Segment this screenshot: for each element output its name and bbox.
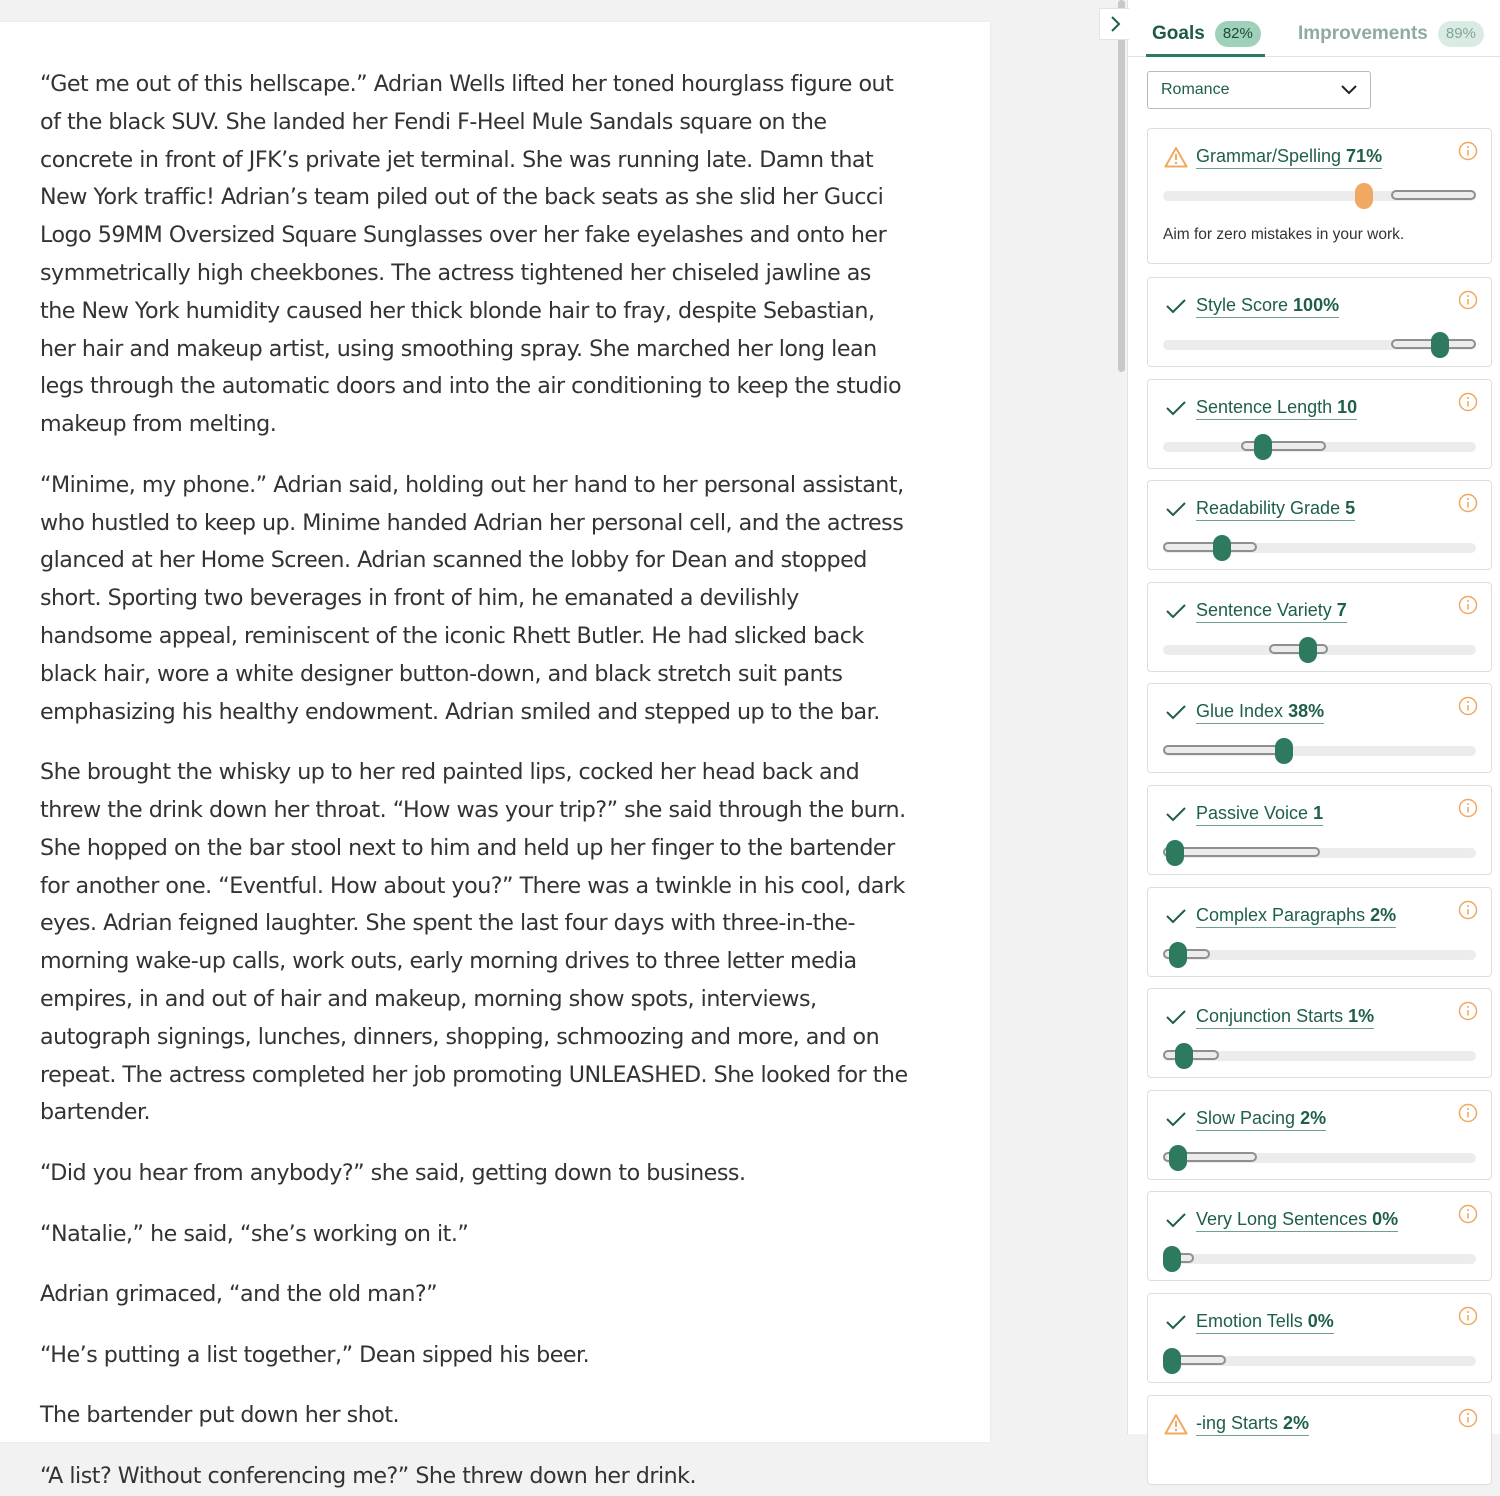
goal-slider-thumb[interactable] [1163,1246,1181,1272]
goal-target-range [1391,190,1476,200]
goal-label[interactable] [1196,803,1323,826]
tab-goals-badge: 82% [1215,21,1261,47]
goal-value: 0% [1372,1208,1399,1229]
goal-slider-track [1163,1356,1476,1366]
goal-slider-thumb[interactable] [1299,637,1317,663]
goal-label[interactable] [1196,1413,1309,1436]
goal-name: Sentence Variety [1196,599,1337,620]
goal-slider-thumb[interactable] [1431,332,1449,358]
goal-value: 2% [1370,904,1397,925]
goal-slider-track [1163,746,1476,756]
goal-slider-track [1163,1153,1476,1163]
goal-slider-thumb[interactable] [1254,434,1272,460]
paragraph[interactable]: “Natalie,” he said, “she’s working on it.” [40,1220,469,1247]
check-icon [1164,396,1188,420]
tab-improvements[interactable] [1298,12,1484,56]
goal-card [1147,480,1492,570]
info-icon[interactable] [1458,1408,1478,1428]
check-icon [1164,1005,1188,1029]
goal-name: Passive Voice [1196,802,1314,823]
goal-label[interactable] [1196,701,1324,724]
paragraph[interactable]: “Did you hear from anybody?” she said, getting down to business. [40,1159,746,1186]
goal-name: Grammar/Spelling [1196,145,1347,166]
goal-name: Complex Paragraphs [1196,904,1371,925]
goal-card [1147,1090,1492,1180]
goal-title [1164,599,1347,623]
info-icon[interactable] [1458,1204,1478,1224]
goal-value: 71% [1346,145,1383,166]
document-page[interactable] [0,22,990,1489]
goal-value: 1% [1348,1005,1375,1026]
goal-slider-track [1163,950,1476,960]
goal-title [1164,1005,1374,1029]
goal-target-range [1163,542,1257,552]
goal-title [1164,497,1355,521]
tab-goals-label: Goals [1152,23,1205,44]
goal-slider-thumb[interactable] [1169,942,1187,968]
goal-label[interactable] [1196,146,1382,169]
goal-title [1164,396,1357,420]
goal-value: 2% [1283,1412,1310,1433]
goal-value: 100% [1293,294,1340,315]
paragraph[interactable]: She brought the whisky up to her red painted lips, cocked her head back and threw the drink down her throat. “How was your trip?” she said through the burn. She hopped on the bar stool next to him and held up her finger to the bartender for another one. “Eventful. How about you?” There was a twinkle in his cool, dark eyes. Adrian feigned laughter. She spent the last four days with three-in-the-morning wake-up calls, work outs, early morning drives to three letter media empires, in and out of hair and makeup, morning show spots, interviews, autograph signings, lunches, dinners, shopping, schmoozing and more, and on repeat. The actress completed her job promoting UNLEASHED. She looked for the bartender. [40,759,908,1126]
goal-label[interactable] [1196,295,1339,318]
goal-slider-track [1163,1051,1476,1061]
goal-card [1147,785,1492,875]
info-icon[interactable] [1458,696,1478,716]
goal-title [1164,1412,1309,1436]
info-icon[interactable] [1458,493,1478,513]
info-icon[interactable] [1458,1103,1478,1123]
goal-card [1147,683,1492,773]
chevron-right-icon [1109,15,1121,33]
tab-improvements-badge: 89% [1438,21,1484,47]
goal-card [1147,1395,1492,1485]
goal-value: 1 [1313,802,1324,823]
warning-icon [1164,1412,1188,1436]
goal-card [1147,277,1492,367]
goal-slider-thumb[interactable] [1275,738,1293,764]
goal-slider-thumb[interactable] [1355,183,1373,209]
goal-label[interactable] [1196,905,1396,928]
goal-name: Slow Pacing [1196,1107,1301,1128]
check-icon [1164,904,1188,928]
goal-slider-thumb[interactable] [1166,840,1184,866]
goal-card [1147,988,1492,1078]
goal-card [1147,887,1492,977]
goal-label[interactable] [1196,397,1357,420]
goal-card [1147,379,1492,469]
tab-improvements-label: Improvements [1298,23,1428,44]
goal-name: Glue Index [1196,700,1289,721]
goal-value: 10 [1337,396,1358,417]
check-icon [1164,700,1188,724]
goal-value: 5 [1345,497,1356,518]
info-icon[interactable] [1458,141,1478,161]
goal-name: Readability Grade [1196,497,1346,518]
goal-value: 7 [1336,599,1347,620]
goal-label[interactable] [1196,1108,1326,1131]
goal-title [1164,1208,1398,1232]
check-icon [1164,1310,1188,1334]
info-icon[interactable] [1458,290,1478,310]
tab-goals[interactable] [1152,12,1261,56]
check-icon [1164,1107,1188,1131]
check-icon [1164,294,1188,318]
goal-label[interactable] [1196,1209,1398,1232]
check-icon [1164,1208,1188,1232]
goals-panel [1128,0,1500,1434]
goal-name: Conjunction Starts [1196,1005,1349,1026]
goal-slider-track [1163,1254,1476,1264]
goal-slider-track [1163,645,1476,655]
document-text[interactable] [0,22,950,1496]
document-scrollbar[interactable] [1118,0,1125,372]
info-icon[interactable] [1458,1306,1478,1326]
goal-slider-thumb[interactable] [1175,1043,1193,1069]
goal-slider-track [1163,191,1476,201]
goal-target-range [1163,745,1285,755]
goal-name: -ing Starts [1196,1412,1284,1433]
goal-slider-thumb[interactable] [1169,1145,1187,1171]
goal-label[interactable] [1196,498,1355,521]
goal-name: Style Score [1196,294,1294,315]
goal-slider-track [1163,848,1476,858]
goal-card [1147,128,1492,264]
goal-value: 38% [1288,700,1325,721]
collapse-panel-button[interactable] [1099,8,1129,40]
goal-title [1164,802,1323,826]
paragraph[interactable]: Adrian grimaced, “and the old man?” [40,1281,438,1308]
goal-card [1147,1191,1492,1281]
goal-name: Emotion Tells [1196,1310,1308,1331]
chevron-down-icon [1340,84,1358,96]
goal-name: Sentence Length [1196,396,1338,417]
paragraph[interactable]: “Get me out of this hellscape.” Adrian Wells lifted her toned hourglass figure out of the black SUV. She landed her Fendi F-Heel Mule Sandals square on the concrete in front of JFK’s private jet terminal. She was running late. Damn that New York traffic! Adrian’s team piled out of the back seats as she slid her Gucci Logo 59MM Oversized Square Sunglasses over her fake eyelashes and onto her symmetrically high cheekbones. The actress tightened her chiseled jawline as the New York humidity caused her thick blonde hair to fray, despite Sebastian, her hair and makeup artist, using smoothing spray. She marched her long lean legs through the automatic doors and into the air conditioning to keep the studio makeup from melting. [40,71,902,438]
panel-tabs [1128,0,1500,57]
goal-name: Very Long Sentences [1196,1208,1373,1229]
goal-value: 2% [1300,1107,1327,1128]
paragraph[interactable]: The bartender put down her shot. [40,1402,400,1429]
info-icon[interactable] [1458,392,1478,412]
goal-slider-thumb[interactable] [1213,535,1231,561]
goal-note: Aim for zero mistakes in your work. [1163,226,1405,243]
goal-title [1164,1310,1334,1334]
goal-slider-track [1163,340,1476,350]
goal-card [1147,582,1492,672]
goal-slider-thumb[interactable] [1163,1348,1181,1374]
info-icon[interactable] [1458,798,1478,818]
info-icon[interactable] [1458,1001,1478,1021]
goal-label[interactable] [1196,1311,1334,1334]
info-icon[interactable] [1458,900,1478,920]
check-icon [1164,497,1188,521]
goal-title [1164,145,1382,169]
goal-label[interactable] [1196,600,1347,623]
check-icon [1164,599,1188,623]
paragraph[interactable]: “A list? Without conferencing me?” She threw down her drink. [40,1462,697,1489]
goal-slider-track [1163,543,1476,553]
goal-card [1147,1293,1492,1383]
paragraph[interactable]: “Minime, my phone.” Adrian said, holding out her hand to her personal assistant, who hustled to keep up. Minime handed Adrian her personal cell, and the actress glanced at her Home Screen. Adrian scanned the lobby for Dean and stopped short. Sporting two beverages in front of him, he emanated a devilishly handsome appeal, reminiscent of the iconic Rhett Butler. He had slicked back black hair, wore a white designer button-down, and black stretch suit pants emphasizing his healthy endowment. Adrian smiled and stepped up to the bar. [40,471,904,725]
goal-title [1164,294,1339,318]
goal-title [1164,904,1396,928]
genre-select[interactable] [1147,71,1371,109]
check-icon [1164,802,1188,826]
goal-value: 0% [1307,1310,1334,1331]
genre-select-value: Romance [1161,81,1230,98]
goal-title [1164,700,1324,724]
paragraph[interactable]: “He’s putting a list together,” Dean sipped his beer. [40,1341,590,1368]
goal-slider-track [1163,442,1476,452]
goal-target-range [1163,847,1320,857]
warning-icon [1164,145,1188,169]
goal-title [1164,1107,1326,1131]
info-icon[interactable] [1458,595,1478,615]
goal-label[interactable] [1196,1006,1374,1029]
